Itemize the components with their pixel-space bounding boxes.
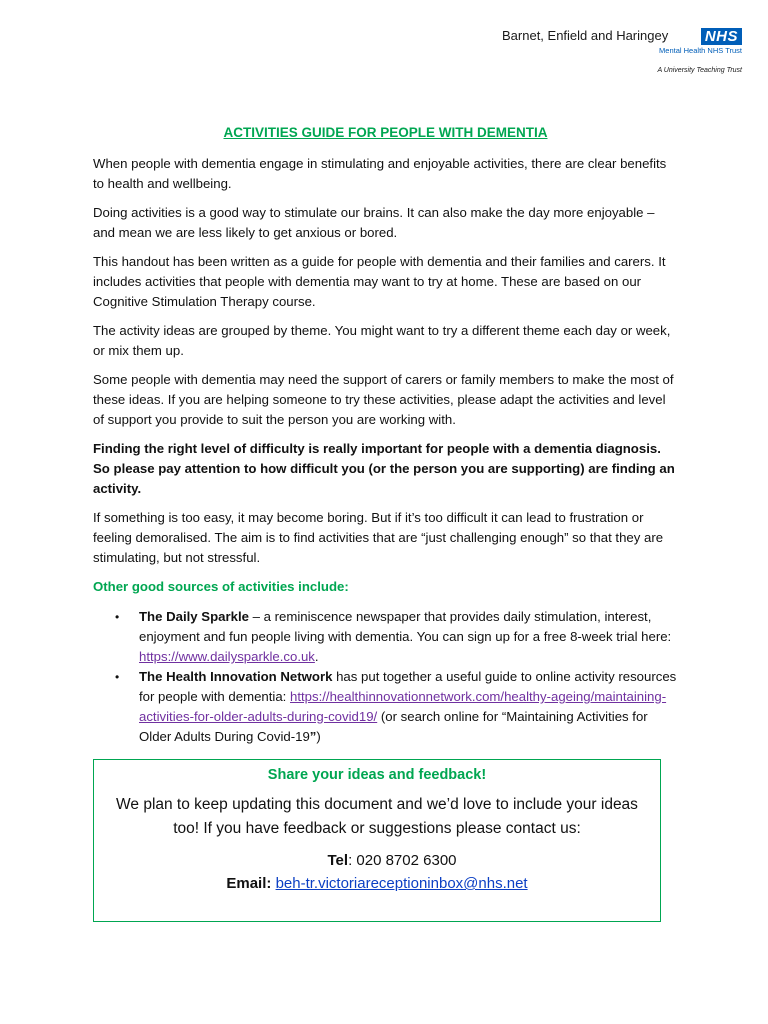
document-body (93, 118, 678, 747)
list-item (93, 667, 678, 747)
feedback-tel (94, 849, 660, 872)
intro-paragraph: When people with dementia engage in stimulating and enjoyable activities, there are clear benefits to health and wellbeing. (93, 156, 667, 191)
source-name: The Health Innovation Network (139, 669, 333, 684)
sources-list (93, 607, 678, 747)
header (502, 24, 742, 84)
trust-name: Mental Health NHS Trust (659, 46, 742, 55)
org-name: Barnet, Enfield and Haringey (502, 28, 669, 43)
feedback-box (93, 759, 661, 922)
tagline: A University Teaching Trust (657, 67, 742, 74)
source-name: The Daily Sparkle (139, 609, 249, 624)
daily-sparkle-link[interactable]: https://www.dailysparkle.co.uk (139, 649, 315, 664)
paragraph-activities: Doing activities is a good way to stimulate our brains. It can also make the day more enjoyable – and mean we are less likely to get anxious or bored. (93, 205, 655, 240)
nhs-logo: NHS (701, 28, 742, 45)
bullet-icon: • (115, 610, 120, 624)
list-item (93, 607, 678, 667)
email-link[interactable]: beh-tr.victoriareceptioninbox@nhs.net (275, 875, 528, 892)
source-suffix: (or search online for “Maintaining Activities for Older Adults During Covid-19 (139, 709, 648, 744)
paragraph-themes: The activity ideas are grouped by theme. You might want to try a different theme each day or week, or mix them up. (93, 323, 671, 358)
feedback-body: We plan to keep updating this document and we’d love to include your ideas too! If you have feedback or suggestions please contact us: (116, 796, 638, 837)
page-title: ACTIVITIES GUIDE FOR PEOPLE WITH DEMENTIA (223, 125, 548, 140)
sources-heading: Other good sources of activities include: (93, 579, 349, 594)
source-suffix: . (314, 649, 319, 664)
source-description: has put together a useful guide to online activity resources for people with dementia: (139, 669, 677, 704)
health-innovation-link[interactable]: https://healthinnovationnetwork.com/healthy-ageing/maintaining-activities-for-older-adults-during-covid19/ (139, 689, 667, 724)
feedback-email (94, 872, 660, 895)
paragraph-support: Some people with dementia may need the support of carers or family members to make the most of these ideas. If you are helping someone to try these activities, please adapt the activities and level of support you provide to suit the person you are working with. (93, 372, 674, 427)
source-suffix-close: ) (316, 729, 321, 744)
feedback-title: Share your ideas and feedback! (267, 767, 487, 783)
bullet-icon: • (115, 670, 120, 684)
paragraph-handout: This handout has been written as a guide for people with dementia and their families and carers. It includes activities that people with dementia may want to try at home. These are based on our Cognitive Stimulation Therapy course. (93, 254, 666, 309)
source-suffix-quote: ” (309, 729, 317, 744)
difficulty-paragraph: Finding the right level of difficulty is really important for people with a dementia diagnosis. So please pay attention to how difficult you (or the person you are supporting) are finding an activity. (93, 441, 675, 496)
closing-paragraph: If something is too easy, it may become boring. But if it’s too difficult it can lead to frustration or feeling demoralised. The aim is to find activities that are “just challenging enough” so that they are stimulating, but not stressful. (93, 510, 664, 565)
source-description: – a reminiscence newspaper that provides daily stimulation, interest, enjoyment and fun people living with dementia. You can sign up for a free 8-week trial here: (139, 609, 672, 644)
tel-value: : 020 8702 6300 (348, 852, 457, 869)
tel-label: Tel (327, 852, 349, 869)
email-label: Email: (226, 875, 272, 892)
